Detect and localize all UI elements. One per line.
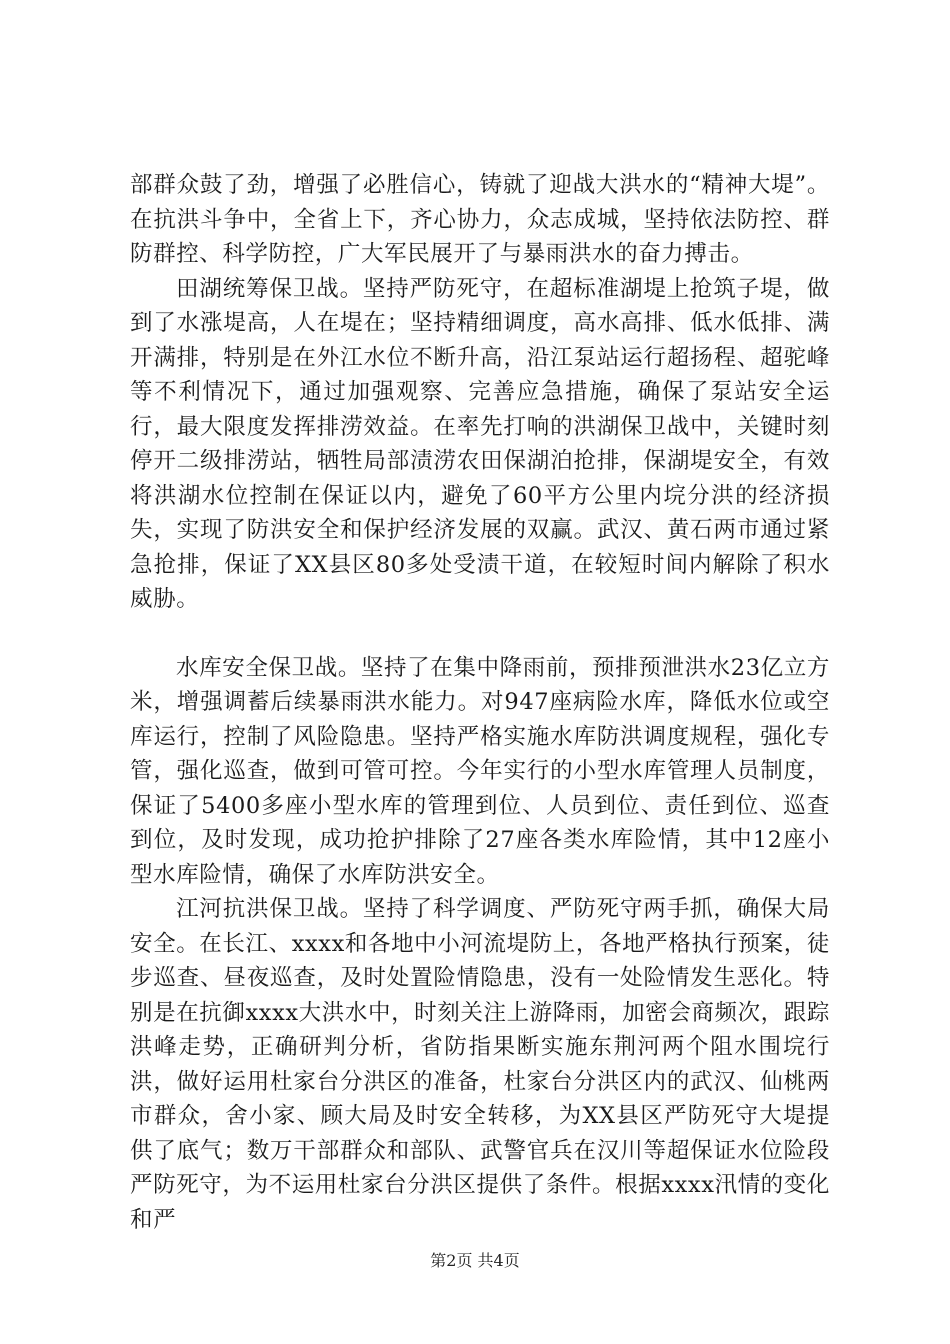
page-number-footer: 第2页 共4页 <box>430 1251 520 1270</box>
paragraph-reservoir: 水库安全保卫战。坚持了在集中降雨前，预排预泄洪水23亿立方米，增强调蓄后续暴雨洪水能力。对947座病险水库，降低水位或空库运行，控制了风险隐患。坚持严格实施水库防洪调度规程，强化专管，强化巡查，做到可管可控。今年实行的小型水库管理人员制度，保证了5400多座小型水库的管理到位、人员到位、责任到位、巡查到位，及时发现，成功抢护排除了27座各类水库险情，其中12座小型水库险情，确保了水库防洪安全。 <box>130 654 830 888</box>
paragraph-continuation: 部群众鼓了劲，增强了必胜信心，铸就了迎战大洪水的“精神大堤”。在抗洪斗争中，全省上下，齐心协力，众志成城，坚持依法防控、群防群控、科学防控，广大军民展开了与暴雨洪水的奋力搏击。 <box>130 172 830 267</box>
paragraph-field-lake: 田湖统筹保卫战。坚持严防死守，在超标准湖堤上抢筑子堤，做到了水涨堤高，人在堤在；坚持精细调度，高水高排、低水低排、满开满排，特别是在外江水位不断升高，沿江泵站运行超扬程、超驼峰等不利情况下，通过加强观察、完善应急措施，确保了泵站安全运行，最大限度发挥排涝效益。在率先打响的洪湖保卫战中，关键时刻停开二级排涝站，牺牲局部渍涝农田保湖泊抢排，保湖堤安全，有效将洪湖水位控制在保证以内，避免了60平方公里内垸分洪的经济损失，实现了防洪安全和保护经济发展的双赢。武汉、黄石两市通过紧急抢排，保证了XX县区80多处受渍干道，在较短时间内解除了积水威胁。 <box>130 275 830 612</box>
paragraph-river: 江河抗洪保卫战。坚持了科学调度、严防死守两手抓，确保大局安全。在长江、xxxx和各地中小河流堤防上，各地严格执行预案，徒步巡查、昼夜巡查，及时处置险情隐患，没有一处险情发生恶化。特别是在抗御xxxx大洪水中，时刻关注上游降雨，加密会商频次，跟踪洪峰走势，正确研判分析，省防指果断实施东荆河两个阻水围垸行洪，做好运用杜家台分洪区的准备，杜家台分洪区内的武汉、仙桃两市群众，舍小家、顾大局及时安全转移，为XX县区严防死守大堤提供了底气；数万干部群众和部队、武警官兵在汉川等超保证水位险段严防死守，为不运用杜家台分洪区提供了条件。根据xxxx汛情的变化和严 <box>130 896 830 1233</box>
document-body <box>130 168 830 1237</box>
